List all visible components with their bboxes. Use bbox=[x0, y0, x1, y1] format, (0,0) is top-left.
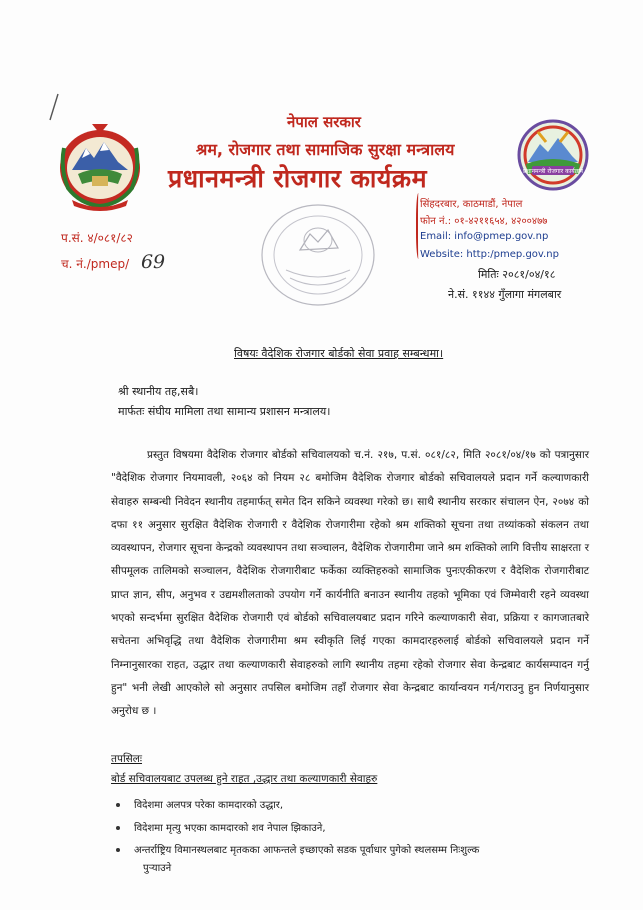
bullet-icon bbox=[116, 803, 120, 807]
pmep-logo-text: प्रधानमन्त्री रोजगार कार्यक्रम bbox=[523, 168, 583, 175]
bullet-icon bbox=[116, 826, 120, 830]
dispatch-number: 69 bbox=[140, 251, 166, 273]
addressee-line: श्री स्थानीय तह,सबै। bbox=[118, 385, 199, 398]
fiscal-year-ref: प.सं. ४/०८१/८२ bbox=[61, 231, 133, 245]
program-title: प्रधानमन्त्री रोजगार कार्यक्रम bbox=[168, 164, 428, 193]
letter-subject: विषयः वैदेशिक रोजगार बोर्डको सेवा प्रवाह सम्बन्धमा। bbox=[234, 347, 444, 360]
addressee-via: मार्फतः संघीय मामिला तथा सामान्य प्रशासन मन्त्रालय। bbox=[118, 405, 331, 418]
list-item bbox=[116, 842, 479, 856]
dispatch-ref bbox=[61, 251, 165, 273]
office-address: सिंहदरबार, काठमाडौं, नेपाल bbox=[420, 199, 523, 210]
list-item-text: अन्तर्राष्ट्रिय विमानस्थलबाट मृतकका आफन्तले इच्छाएको सडक पूर्वाधार पुगेको स्थलसम्म निःशुल्क bbox=[134, 845, 480, 856]
phone-number: फोन नं.: ०१-४२११६५४, ४२००४७७ bbox=[420, 216, 548, 227]
tapasil-label: तपसिलः bbox=[111, 753, 143, 765]
list-item-continuation: पुऱ्याउने bbox=[143, 863, 172, 874]
nepal-emblem-logo bbox=[52, 118, 148, 216]
list-item-text: विदेशमा अलपत्र परेका कामदारको उद्धार, bbox=[134, 800, 284, 811]
letter-date: मितिः २०८१/०४/१८ bbox=[478, 268, 556, 281]
website-link[interactable]: Website: http:/pmep.gov.np bbox=[420, 249, 559, 260]
email-link[interactable]: Email: info@pmep.gov.np bbox=[420, 231, 549, 242]
list-item bbox=[116, 797, 283, 811]
ministry-name: श्रम, रोजगार तथा सामाजिक सुरक्षा मन्त्रालय bbox=[196, 140, 455, 159]
pmep-logo bbox=[516, 118, 590, 192]
government-name: नेपाल सरकार bbox=[287, 113, 361, 131]
list-item bbox=[116, 820, 326, 834]
dispatch-label: च. नं./pmep/ bbox=[61, 257, 130, 271]
body-paragraph: प्रस्तुत विषयमा वैदेशिक रोजगार बोर्डको सचिवालयको च.नं. २१७, प.सं. ०८१/८२, मिति २०८१/०४/१७ को पत्रानुसार "वैदेशिक रोजगार नियमावली, २०६४ को नियम २८ बमोजिम वैदेशिक रोजगार बोर्डको सचिवालयले प्रदान गर्ने कल्याणकारी सेवाहरु सम्बन्धी निवेदन स्थानीय तहमार्फत् समेत दिन सकिने व्यवस्था गरेको छ। साथै स्थानीय सरकार संचालन ऐन, २०७४ को दफा ११ अनुसार सुरक्षित वैदेशिक रोजगारी र वैदेशिक रोजगारीमा रहेको श्रम शक्तिको सूचना तथा तथ्यांकको संकलन तथा व्यवस्थापन, रोजगार सूचना केन्द्रको व्यवस्थापन तथा सञ्चालन, वैदेशिक रोजगारीमा जाने श्रम शक्तिको लागि वित्तीय साक्षरता र सीपमूलक तालिमको सञ्चालन, वैदेशिक रोजगारीबाट फर्केका व्यक्तिहरुको सामाजिक पुनःएकीकरण र वैदेशिक रोजगारीबाट प्राप्त ज्ञान, सीप, अनुभव र उद्यमशीलताको उपयोग गर्ने कार्यनीति बनाउन स्थानीय तहको भूमिका एवं जिम्मेवारी रहने व्यवस्था भएको सन्दर्भमा सुरक्षित वैदेशिक रोजगारी एवं बोर्डको सचिवालयबाट प्रदान गरिने कल्याणकारी सेवा, प्रक्रिया र कागजातबारे सचेतना अभिवृद्धि तथा वैदेशिक रोजगारीमा श्रम स्वीकृति लिई गएका कामदारहरुलाई बोर्डको सचिवालयले प्रदान गर्ने निम्नानुसारका राहत, उद्धार तथा कल्याणकारी सेवाहरुको लागि स्थानीय तहमा रहेको रोजगार सेवा केन्द्रबाट कार्यसम्पादन गर्नु हुन" भनी लेखी आएकोले सो अनुसार तपसिल बमोजिम तहाँ रोजगार सेवा केन्द्रबाट कार्यान्वयन गर्न/गराउनु हुन निर्णयानुसार अनुरोध छ । bbox=[111, 449, 589, 718]
list-item-text: विदेशमा मृत्यु भएका कामदारको शव नेपाल झिकाउने, bbox=[134, 823, 326, 834]
official-stamp bbox=[258, 200, 378, 310]
services-heading: बोर्ड सचिवालयबाट उपलब्ध हुने राहत ,उद्धार तथा कल्याणकारी सेवाहरु bbox=[111, 773, 378, 785]
nepal-sambat-date: ने.सं. ११४४ गुँलागा मंगलबार bbox=[448, 288, 562, 301]
bullet-icon bbox=[116, 848, 120, 852]
